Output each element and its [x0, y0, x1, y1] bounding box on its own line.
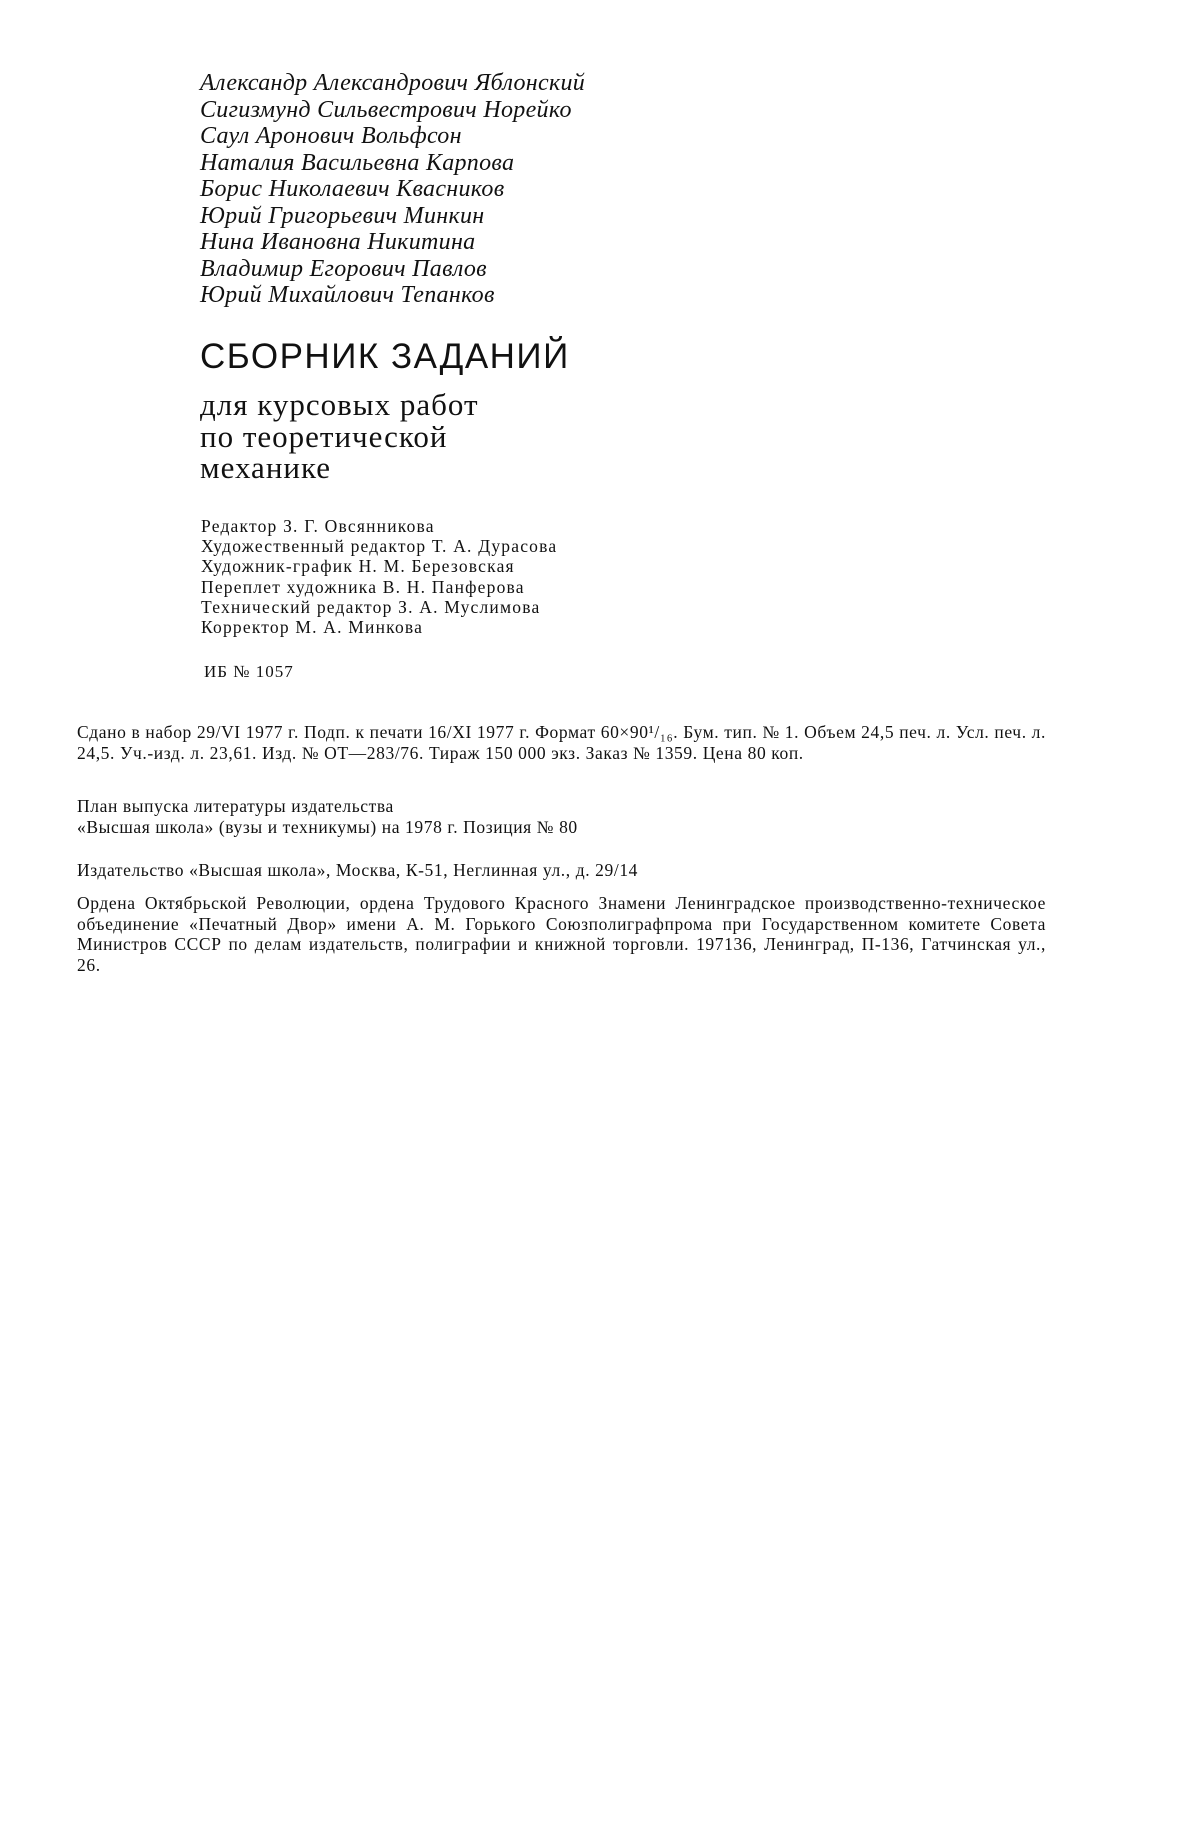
book-title: СБОРНИК ЗАДАНИЙ: [200, 337, 570, 376]
plan-line: «Высшая школа» (вузы и техникумы) на 1978 г. Позиция № 80: [77, 816, 578, 837]
author-name: Сигизмунд Сильвестрович Норейко: [200, 96, 572, 123]
imprint-publisher: Издательство «Высшая школа», Москва, К-51, Неглинная ул., д. 29/14: [77, 860, 639, 880]
credit-line: Художественный редактор Т. А. Дурасова: [201, 536, 558, 557]
author-name: Александр Александрович Яблонский: [200, 70, 586, 96]
subtitle-line: механике: [200, 450, 332, 485]
book-subtitle: [200, 389, 960, 484]
author-name: Нина Ивановна Никитина: [200, 229, 476, 255]
ib-number: ИБ № 1057: [204, 662, 294, 681]
author-name: Владимир Егорович Павлов: [200, 255, 487, 282]
imprint-printer: Ордена Октябрьской Революции, ордена Трудового Красного Знамени Ленинградское производственно-техническое объединение «Печатный Двор» имени А. М. Горького Союзполиграфпрома при Государственном комитете Совета Министров СССР по делам издательств, полиграфии и книжной торговли. 197136, Ленинград, П-136, Гатчинская ул., 26.: [77, 893, 1046, 975]
credit-line: Переплет художника В. Н. Панферова: [201, 576, 525, 597]
author-list: [200, 70, 900, 309]
subtitle-line: по теоретической: [200, 418, 448, 454]
author-name: Наталия Васильевна Карпова: [200, 149, 515, 176]
credit-line: Редактор З. Г. Овсянникова: [201, 516, 435, 536]
imprint-publishing-plan: [77, 796, 1046, 837]
imprint-printing-details: Сдано в набор 29/VI 1977 г. Подп. к печати 16/XI 1977 г. Формат 60×90¹/₁₆. Бум. тип. № 1. Объем 24,5 печ. л. Усл. печ. л. 24,5. Уч.-изд. л. 23,61. Изд. № ОТ—283/76. Тираж 150 000 экз. Заказ № 1359. Цена 80 коп.: [77, 722, 1046, 763]
title-block: [200, 335, 960, 484]
author-name: Юрий Михайлович Тепанков: [200, 282, 495, 308]
author-name: Саул Аронович Вольфсон: [200, 123, 462, 149]
editorial-credits: [201, 516, 961, 637]
credit-line: Художник-график Н. М. Березовская: [201, 556, 515, 577]
subtitle-line: для курсовых работ: [200, 387, 479, 422]
credit-line: Технический редактор З. А. Муслимова: [201, 596, 541, 617]
author-name: Борис Николаевич Квасников: [200, 176, 505, 202]
plan-line: План выпуска литературы издательства: [77, 796, 394, 816]
credit-line: Корректор М. А. Минкова: [201, 617, 424, 638]
author-name: Юрий Григорьевич Минкин: [200, 202, 485, 229]
